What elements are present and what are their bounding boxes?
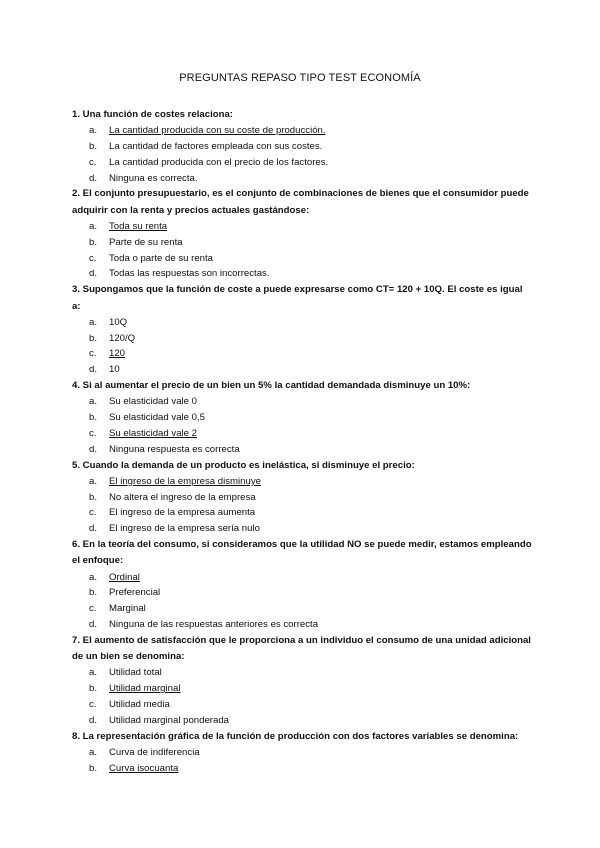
option-item — [72, 521, 532, 537]
question-text: 3. Supongamos que la función de coste a puede expresarse como CT= 120 + 10Q. El coste es igual a: — [72, 284, 523, 312]
question-block — [72, 282, 532, 378]
question-block — [72, 458, 532, 537]
options-list — [72, 219, 532, 282]
question-text: 4. Si al aumentar el precio de un bien un 5% la cantidad demandada disminuye un 10%: — [72, 380, 471, 392]
option-item — [72, 155, 532, 171]
option-text: 10Q — [109, 316, 128, 328]
options-list — [72, 123, 532, 186]
option-text: El ingreso de la empresa sería nulo — [109, 523, 260, 535]
question-text: 7. El aumento de satisfacción que le proporciona a un individuo el consumo de una unidad adicional de un bien se denomina: — [72, 634, 531, 663]
option-text: La cantidad de factores empleada con sus costes. — [109, 141, 323, 153]
option-item — [72, 362, 532, 378]
page-title: PREGUNTAS REPASO TIPO TEST ECONOMÍA — [179, 72, 421, 84]
option-letter: b. — [89, 683, 98, 695]
option-text-correct: Curva isocuanta — [109, 762, 179, 774]
option-letter: a. — [89, 475, 98, 487]
option-text: La cantidad producida con el precio de los factores. — [109, 156, 329, 168]
option-text-correct: Ordinal — [109, 571, 140, 583]
option-text: Ninguna es correcta. — [109, 172, 198, 184]
questions-list — [72, 107, 532, 776]
question-text: 2. El conjunto presupuestario, es el conjunto de combinaciones de bienes que el consumidor puede adquirir con la renta y precios actuales gastándose: — [72, 188, 529, 216]
option-letter: a. — [89, 571, 98, 583]
option-text: Parte de su renta — [109, 236, 183, 248]
option-text: Utilidad media — [109, 698, 170, 710]
option-text: Ninguna respuesta es correcta — [109, 443, 240, 455]
option-item — [72, 505, 532, 521]
option-letter: b. — [89, 412, 98, 424]
option-text-correct: Toda su renta — [109, 221, 168, 233]
option-letter: b. — [89, 491, 98, 503]
option-letter: b. — [89, 332, 98, 344]
question-block — [72, 633, 532, 729]
option-item — [72, 713, 532, 729]
option-text: 120/Q — [109, 332, 136, 344]
option-item — [72, 235, 532, 251]
question-text: 8. La representación gráfica de la función de producción con dos factores variables se denomina: — [72, 730, 519, 742]
option-text-correct: 120 — [109, 348, 126, 360]
option-text: No altera el ingreso de la empresa — [109, 491, 256, 503]
option-item — [72, 474, 532, 490]
option-item — [72, 490, 532, 506]
options-list — [72, 394, 532, 457]
option-letter: d. — [89, 714, 98, 726]
option-item — [72, 315, 532, 331]
option-text: Toda o parte de su renta — [109, 252, 214, 264]
option-text: El ingreso de la empresa aumenta — [109, 507, 256, 519]
options-list — [72, 665, 532, 728]
option-letter: c. — [89, 507, 97, 519]
option-text: Su elasticidad vale 0,5 — [109, 412, 205, 424]
option-letter: d. — [89, 364, 98, 376]
option-letter: d. — [89, 172, 98, 184]
option-letter: c. — [89, 603, 97, 615]
option-text-correct: Utilidad marginal — [109, 683, 181, 695]
options-list — [72, 570, 532, 633]
option-letter: c. — [89, 427, 97, 439]
question-block — [72, 378, 532, 457]
question-block — [72, 107, 532, 186]
option-letter: c. — [89, 348, 97, 360]
question-text: 1. Una función de costes relaciona: — [72, 109, 234, 120]
option-item — [72, 266, 532, 282]
question-block — [72, 186, 532, 282]
question-block — [72, 537, 532, 633]
option-letter: d. — [89, 523, 98, 535]
option-item — [72, 219, 532, 235]
option-letter: b. — [89, 762, 98, 774]
options-list — [72, 315, 532, 378]
question-block — [72, 729, 532, 777]
question-text: 5. Cuando la demanda de un producto es inelástica, si disminuye el precio: — [72, 459, 415, 471]
option-item — [72, 570, 532, 586]
option-text: Su elasticidad vale 0 — [109, 396, 197, 408]
option-letter: d. — [89, 443, 98, 455]
option-item — [72, 251, 532, 267]
options-list — [72, 745, 532, 777]
option-item — [72, 410, 532, 426]
option-letter: a. — [89, 667, 98, 679]
option-item — [72, 585, 532, 601]
option-letter: a. — [89, 396, 98, 408]
option-item — [72, 139, 532, 155]
option-item — [72, 171, 532, 187]
option-item — [72, 601, 532, 617]
option-item — [72, 681, 532, 697]
option-item — [72, 617, 532, 633]
option-text: Utilidad total — [109, 667, 162, 679]
option-text-correct: La cantidad producida con su coste de producción. — [109, 125, 326, 137]
option-text: Marginal — [109, 603, 146, 615]
question-text: 6. En la teoría del consumo, si consideramos que la utilidad NO se puede medir, estamos empleando el enfoque: — [72, 539, 532, 567]
option-item — [72, 123, 532, 139]
option-letter: d. — [89, 268, 98, 280]
options-list — [72, 474, 532, 537]
option-item — [72, 665, 532, 681]
option-text-correct: El ingreso de la empresa disminuye — [109, 475, 261, 487]
option-text: Ninguna de las respuestas anteriores es correcta — [109, 619, 319, 630]
option-text: Curva de indiferencia — [109, 746, 200, 758]
option-item — [72, 346, 532, 362]
option-letter: c. — [89, 156, 97, 168]
option-text-correct: Su elasticidad vale 2 — [109, 427, 197, 439]
option-letter: a. — [89, 125, 98, 137]
option-item — [72, 761, 532, 777]
option-letter: a. — [89, 316, 98, 328]
option-text: Utilidad marginal ponderada — [109, 714, 229, 726]
option-text: 10 — [109, 364, 120, 376]
option-item — [72, 426, 532, 442]
option-letter: b. — [89, 236, 98, 248]
option-text: Todas las respuestas son incorrectas. — [109, 268, 270, 280]
option-item — [72, 331, 532, 347]
option-letter: c. — [89, 252, 97, 264]
option-letter: a. — [89, 221, 98, 233]
option-item — [72, 442, 532, 458]
option-letter: b. — [89, 141, 98, 153]
option-letter: c. — [89, 698, 97, 710]
option-item — [72, 697, 532, 713]
option-text: Preferencial — [109, 587, 161, 599]
option-letter: a. — [89, 746, 98, 758]
option-item — [72, 745, 532, 761]
option-item — [72, 394, 532, 410]
option-letter: b. — [89, 587, 98, 599]
option-letter: d. — [89, 619, 98, 630]
